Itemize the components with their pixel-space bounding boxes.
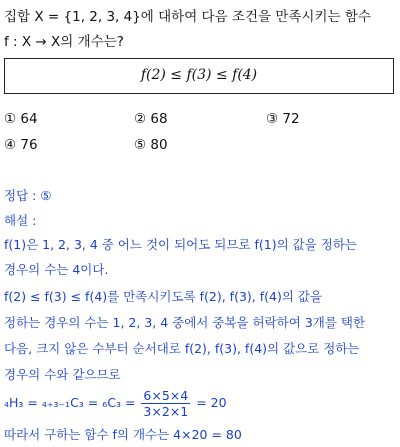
problem-line-1: 집합 X = {1, 2, 3, 4}에 대하여 다음 조건을 만족시키는 함수 xyxy=(4,9,371,25)
solution-line-3: f(2) ≤ f(3) ≤ f(4)를 만족시키도록 f(2), f(3), f(4)의 값을 xyxy=(4,289,323,304)
condition-text: f(2) ≤ f(3) ≤ f(4) xyxy=(140,67,258,83)
formula-result: = 20 xyxy=(196,395,227,410)
condition-box xyxy=(4,58,394,94)
solution-line-1: f(1)은 1, 2, 3, 4 중 어느 것이 되어도 되므로 f(1)의 값을 정하는 xyxy=(4,237,357,252)
solution-line-2: 경우의 수는 4이다. xyxy=(4,262,109,277)
choice-5[interactable]: ⑤ 80 xyxy=(134,137,168,153)
problem-line-2: f : X → X의 개수는? xyxy=(4,34,124,50)
solution-line-6: 경우의 수와 같으므로 xyxy=(4,367,121,382)
formula-fraction xyxy=(141,388,190,419)
explanation-heading: 해설 : xyxy=(4,213,37,228)
solution-line-5: 다음, 크지 않은 수부터 순서대로 f(2), f(3), f(4)의 값으로 정하는 xyxy=(4,341,360,356)
choice-4[interactable]: ④ 76 xyxy=(4,137,38,153)
formula-numerator: 6×5×4 xyxy=(143,388,189,403)
choice-3[interactable]: ③ 72 xyxy=(266,111,300,127)
choice-2[interactable]: ② 68 xyxy=(134,111,168,127)
choice-1[interactable]: ① 64 xyxy=(4,111,38,127)
formula-left: ₄H₃ = ₄₊₃₋₁C₃ = ₆C₃ = xyxy=(4,395,136,410)
solution-line-4: 정하는 경우의 수는 1, 2, 3, 4 중에서 중복을 허락하여 3개를 택한 xyxy=(4,315,366,330)
conclusion-line: 따라서 구하는 함수 f의 개수는 4×20 = 80 xyxy=(4,427,242,442)
formula-line xyxy=(4,388,227,419)
formula-denominator: 3×2×1 xyxy=(143,404,189,419)
answer-line: 정답 : ⑤ xyxy=(4,188,52,203)
